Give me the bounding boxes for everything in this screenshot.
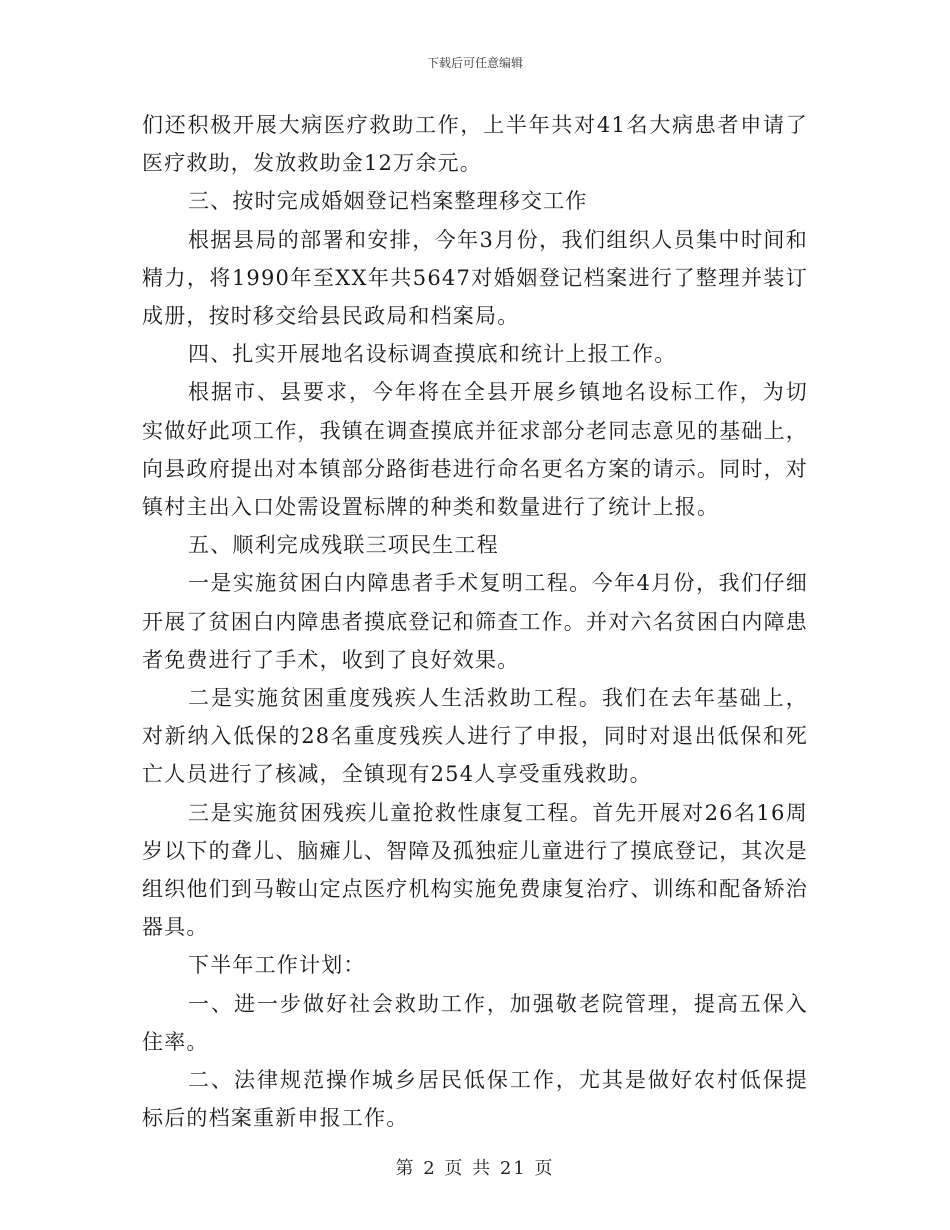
page-header: 下载后可任意编辑 <box>426 56 523 70</box>
paragraph: 三是实施贫困残疾儿童抢救性康复工程。首先开展对26名16周岁以下的聋儿、脑瘫儿、智障及孤独症儿童进行了摸底登记，其次是组织他们到马鞍山定点医疗机构实施免费康复治疗、训练和配备矫治器具。 <box>142 800 808 940</box>
paragraph-continued: 们还积极开展大病医疗救助工作，上半年共对41名大病患者申请了医疗救助，发放救助金12万余元。 <box>142 113 808 176</box>
paragraph: 根据县局的部署和安排，今年3月份，我们组织人员集中时间和精力，将1990年至XX年共5647对婚姻登记档案进行了整理并装订成册，按时移交给县民政局和档案局。 <box>142 227 808 329</box>
plan-item-1: 一、进一步做好社会救助工作，加强敬老院管理，提高五保入住率。 <box>142 991 808 1054</box>
page-number: 第 2 页 共 21 页 <box>395 1158 555 1179</box>
document-body <box>142 106 808 1137</box>
section-heading-5: 五、顺利完成残联三项民生工程 <box>188 533 499 558</box>
section-heading-3: 三、按时完成婚姻登记档案整理移交工作 <box>188 189 588 214</box>
plan-item-2: 二、法律规范操作城乡居民低保工作，尤其是做好农村低保提标后的档案重新申报工作。 <box>142 1068 808 1131</box>
plan-heading: 下半年工作计划： <box>188 953 366 978</box>
paragraph: 一是实施贫困白内障患者手术复明工程。今年4月份，我们仔细开展了贫困白内障患者摸底登记和筛查工作。并对六名贫困白内障患者免费进行了手术，收到了良好效果。 <box>142 571 808 672</box>
paragraph: 根据市、县要求，今年将在全县开展乡镇地名设标工作，为切实做好此项工作，我镇在调查摸底并征求部分老同志意见的基础上，向县政府提出对本镇部分路街巷进行命名更名方案的请示。同时，对镇村主出入口处需设置标牌的种类和数量进行了统计上报。 <box>142 380 808 520</box>
section-heading-4: 四、扎实开展地名设标调查摸底和统计上报工作。 <box>188 342 677 367</box>
paragraph: 二是实施贫困重度残疾人生活救助工程。我们在去年基础上，对新纳入低保的28名重度残疾人进行了申报，同时对退出低保和死亡人员进行了核减，全镇现有254人享受重残救助。 <box>142 686 808 787</box>
